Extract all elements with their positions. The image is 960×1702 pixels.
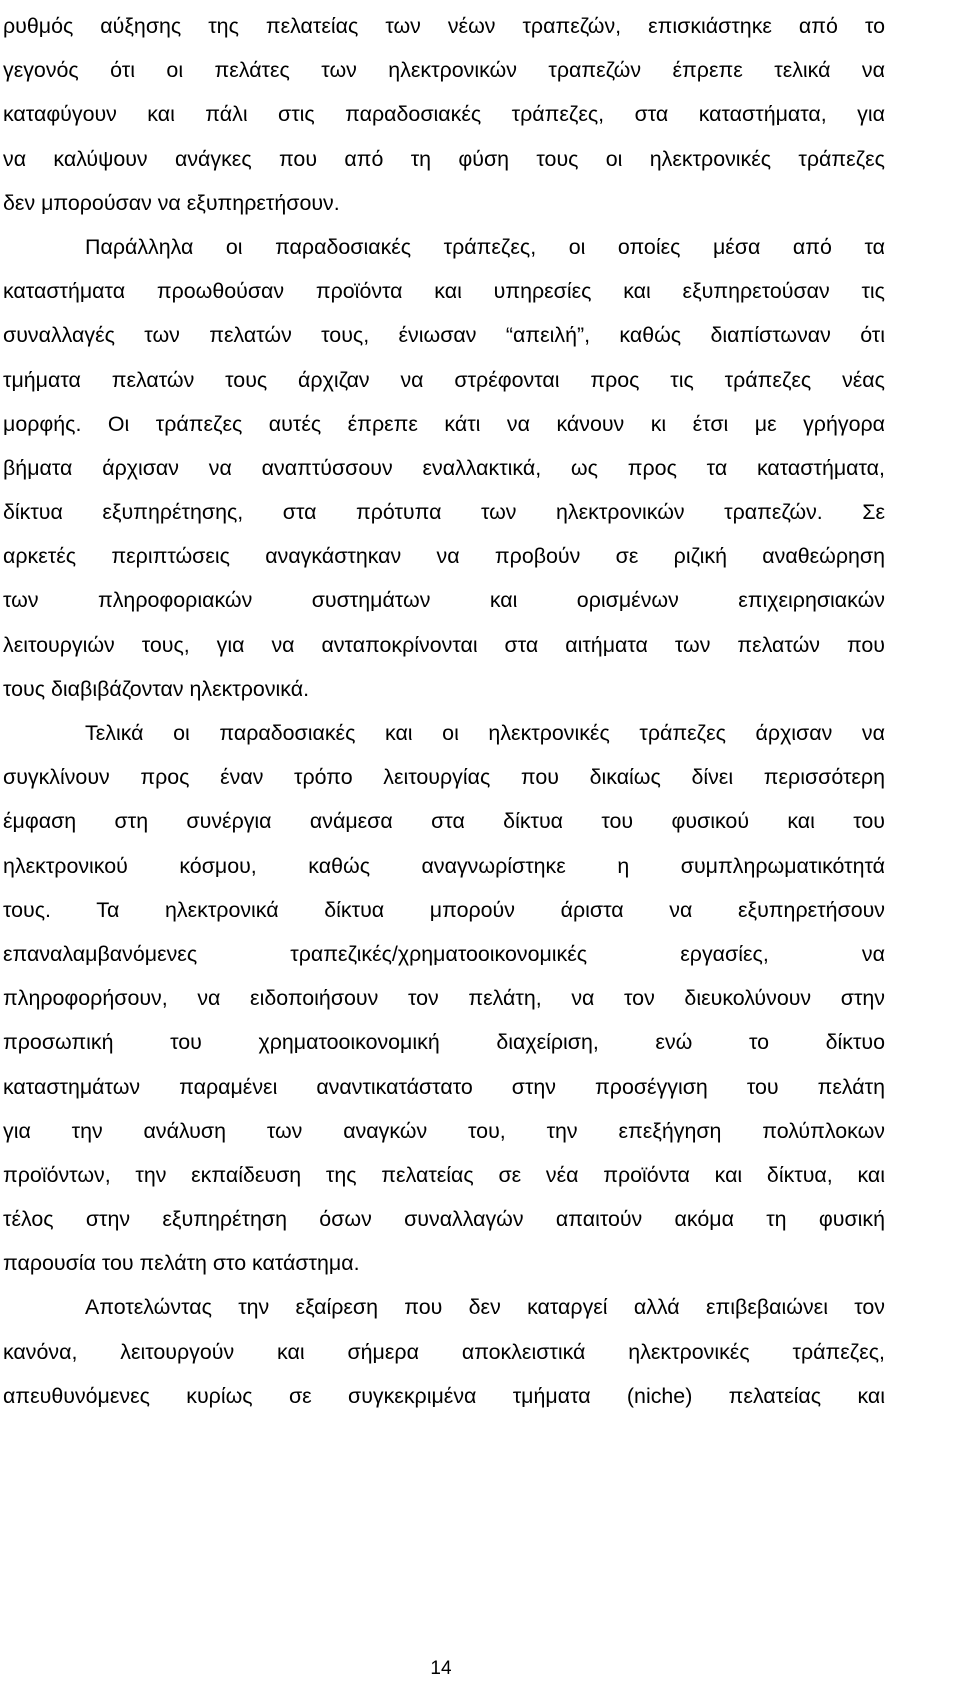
text-line: Τελικά οι παραδοσιακές και οι ηλεκτρονικές τράπεζες άρχισαν να (85, 721, 885, 745)
text-line: παρουσία του πελάτη στο κατάστημα. (3, 1251, 360, 1276)
text-line: προσωπική του χρηματοοικονομική διαχείριση, ενώ το δίκτυο (3, 1030, 885, 1055)
text-line: συναλλαγές των πελατών τους, ένιωσαν “απειλή”, καθώς διαπίστωναν ότι (3, 323, 885, 348)
text-line: κανόνα, λειτουργούν και σήμερα αποκλειστικά ηλεκτρονικές τράπεζες, (3, 1339, 885, 1364)
text-line: τους. Τα ηλεκτρονικά δίκτυα μπορούν άριστα να εξυπηρετήσουν (3, 897, 885, 922)
text-line: καταφύγουν και πάλι στις παραδοσιακές τράπεζες, στα καταστήματα, για (3, 102, 885, 127)
text-line: ρυθμός αύξησης της πελατείας των νέων τραπεζών, επισκιάστηκε από το (3, 14, 885, 38)
text-line: αρκετές περιπτώσεις αναγκάστηκαν να προβούν σε ριζική αναθεώρηση (3, 544, 885, 569)
text-line: δεν μπορούσαν να εξυπηρετήσουν. (3, 190, 340, 215)
text-line: καταστημάτων παραμένει αναντικατάστατο στην προσέγγιση του πελάτη (3, 1074, 885, 1099)
text-line: προϊόντων, την εκπαίδευση της πελατείας σε νέα προϊόντα και δίκτυα, και (3, 1162, 885, 1187)
text-line: τέλος στην εξυπηρέτηση όσων συναλλαγών απαιτούν ακόμα τη φυσική (3, 1207, 885, 1232)
text-line: μορφής. Οι τράπεζες αυτές έπρεπε κάτι να κάνουν κι έτσι με γρήγορα (3, 411, 885, 436)
text-line: τους διαβιβάζονταν ηλεκτρονικά. (3, 676, 310, 701)
text-line: απευθυνόμενες κυρίως σε συγκεκριμένα τμήματα (niche) πελατείας και (3, 1383, 885, 1408)
text-line: συγκλίνουν προς έναν τρόπο λειτουργίας που δικαίως δίνει περισσότερη (3, 765, 885, 790)
page-number: 14 (430, 1658, 452, 1679)
text-line: να καλύψουν ανάγκες που από τη φύση τους οι ηλεκτρονικές τράπεζες (3, 146, 885, 171)
text-line: για την ανάλυση των αναγκών του, την επεξήγηση πολύπλοκων (3, 1118, 885, 1143)
text-line: γεγονός ότι οι πελάτες των ηλεκτρονικών τραπεζών έπρεπε τελικά να (3, 58, 885, 83)
text-line: επαναλαμβανόμενες τραπεζικές/χρηματοοικονομικές εργασίες, να (3, 941, 885, 966)
text-line: έμφαση στη συνέργια ανάμεσα στα δίκτυα του φυσικού και του (3, 809, 885, 834)
text-line: Παράλληλα οι παραδοσιακές τράπεζες, οι οποίες μέσα από τα (85, 234, 885, 259)
text-line: λειτουργιών τους, για να ανταποκρίνονται στα αιτήματα των πελατών που (3, 632, 885, 657)
text-line: των πληροφοριακών συστημάτων και ορισμένων επιχειρησιακών (3, 588, 885, 613)
text-line: βήματα άρχισαν να αναπτύσσουν εναλλακτικά, ως προς τα καταστήματα, (3, 455, 885, 480)
body-text (3, 4, 885, 1418)
text-line: πληροφορήσουν, να ειδοποιήσουν τον πελάτη, να τον διευκολύνουν στην (3, 986, 885, 1011)
text-line: τμήματα πελατών τους άρχιζαν να στρέφονται προς τις τράπεζες νέας (3, 367, 885, 392)
text-line: καταστήματα προωθούσαν προϊόντα και υπηρεσίες και εξυπηρετούσαν τις (3, 279, 885, 304)
text-line: ηλεκτρονικού κόσμου, καθώς αναγνωρίστηκε η συμπληρωματικότητά (3, 853, 885, 878)
text-line: δίκτυα εξυπηρέτησης, στα πρότυπα των ηλεκτρονικών τραπεζών. Σε (3, 500, 885, 525)
text-line: Αποτελώντας την εξαίρεση που δεν καταργεί αλλά επιβεβαιώνει τον (85, 1295, 885, 1320)
